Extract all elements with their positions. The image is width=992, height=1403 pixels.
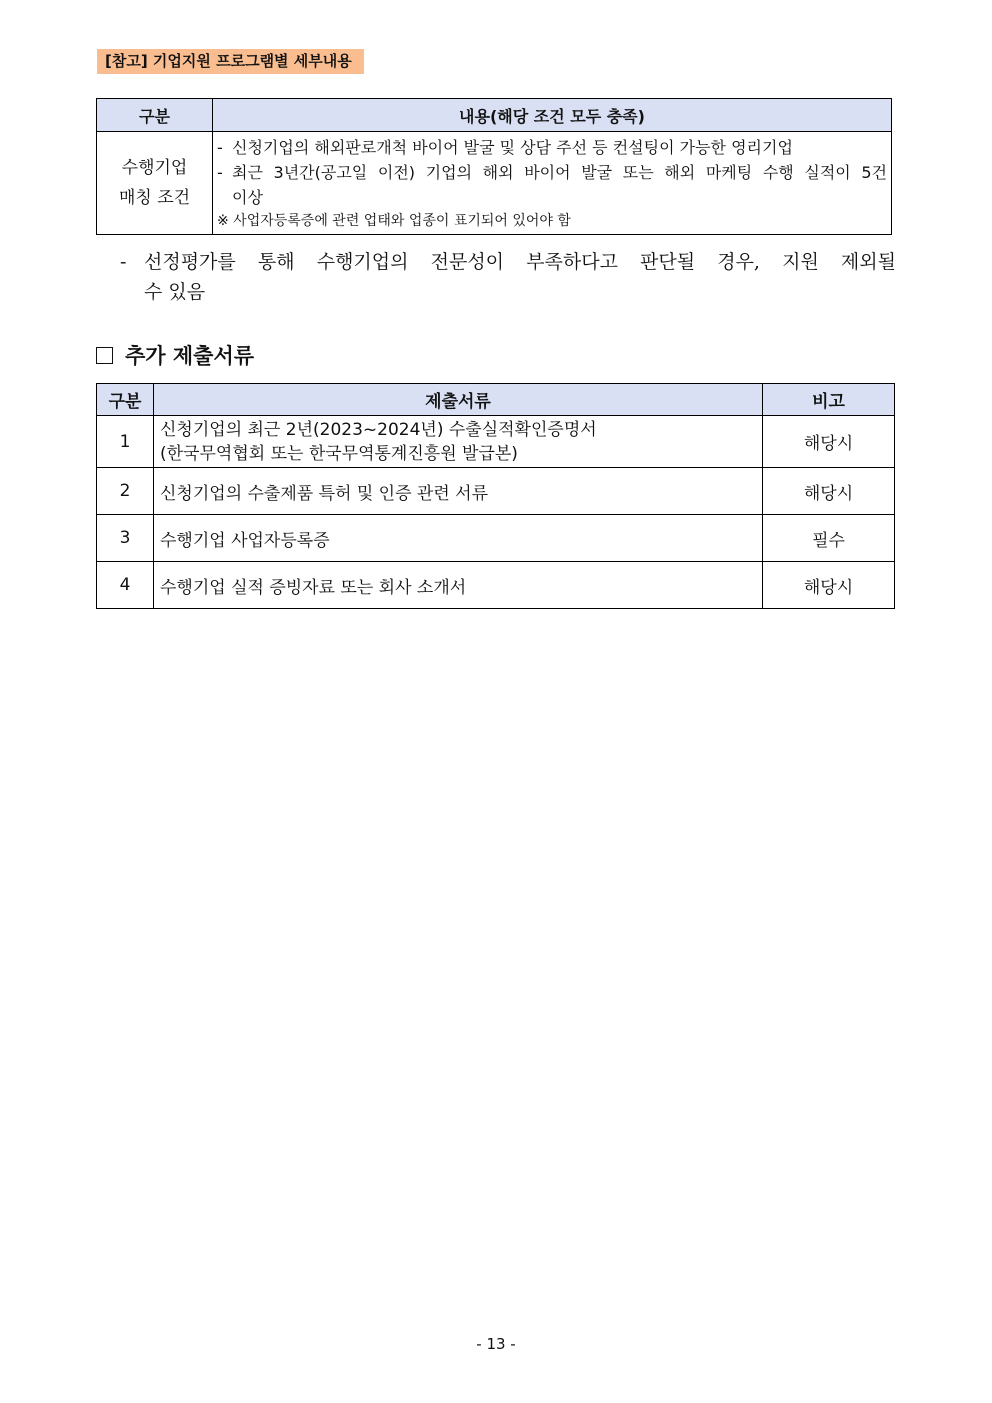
section-title: 추가 제출서류 [125,344,255,368]
condition-text: 최근 3년간(공고일 이전) 기업의 해외 바이어 발굴 또는 해외 마케팅 수행 실적이 5건 [232,163,887,182]
header-category: 구분 [97,99,213,132]
document-name: 신청기업의 최근 2년(2023~2024년) 수출실적확인증명서 (한국무역협회 또는 한국무역통계진흥원 발급본) [154,416,763,468]
evaluation-note-paragraph [120,247,896,307]
paragraph-line1: 선정평가를 통해 수행기업의 전문성이 부족하다고 판단될 경우, 지원 제외될 [144,251,896,273]
reference-title: [참고] 기업지원 프로그램별 세부내용 [97,49,364,74]
condition-item-continued [217,185,887,210]
row-label [97,132,213,235]
header-no: 구분 [97,384,154,416]
row-label-line2: 매칭 조건 [118,188,191,208]
document-name: 신청기업의 수출제품 특허 및 인증 관련 서류 [154,468,763,515]
table-row [97,515,895,562]
header-remark: 비고 [763,384,895,416]
condition-item: - 신청기업의 해외판로개척 바이어 발굴 및 상담 주선 등 컨설팅이 가능한 영리기업 [217,135,887,160]
table-header-row [97,99,892,132]
table-row [97,468,895,515]
row-number: 2 [97,468,154,515]
remark: 해당시 [763,562,895,609]
row-number: 3 [97,515,154,562]
table-header-row [97,384,895,416]
row-number: 1 [97,416,154,468]
bullet-dash: - [120,251,127,273]
table-row [97,132,892,235]
condition-text: 신청기업의 해외판로개척 바이어 발굴 및 상담 주선 등 컨설팅이 가능한 영리기업 [232,138,793,157]
condition-item: - 최근 3년간(공고일 이전) 기업의 해외 바이어 발굴 또는 해외 마케팅 수행 실적이 5건 [217,160,887,185]
documents-table [96,383,895,609]
empty-square-icon [96,347,113,364]
paragraph-line2: 수 있음 [144,281,206,303]
row-number: 4 [97,562,154,609]
table-row [97,416,895,468]
condition-text: 이상 [232,188,263,207]
document-name: 수행기업 실적 증빙자료 또는 회사 소개서 [154,562,763,609]
remark: 해당시 [763,416,895,468]
header-content: 내용(해당 조건 모두 충족) [213,99,892,132]
note-text: ※ 사업자등록증에 관련 업태와 업종이 표기되어 있어야 함 [217,213,571,229]
section-heading [96,340,254,370]
remark: 필수 [763,515,895,562]
page-number: - 13 - [476,1335,516,1353]
document-name: 수행기업 사업자등록증 [154,515,763,562]
header-document: 제출서류 [154,384,763,416]
remark: 해당시 [763,468,895,515]
matching-criteria-table [96,98,892,235]
row-label-line1: 수행기업 [121,158,188,178]
table-row [97,562,895,609]
conditions-cell [213,132,892,235]
